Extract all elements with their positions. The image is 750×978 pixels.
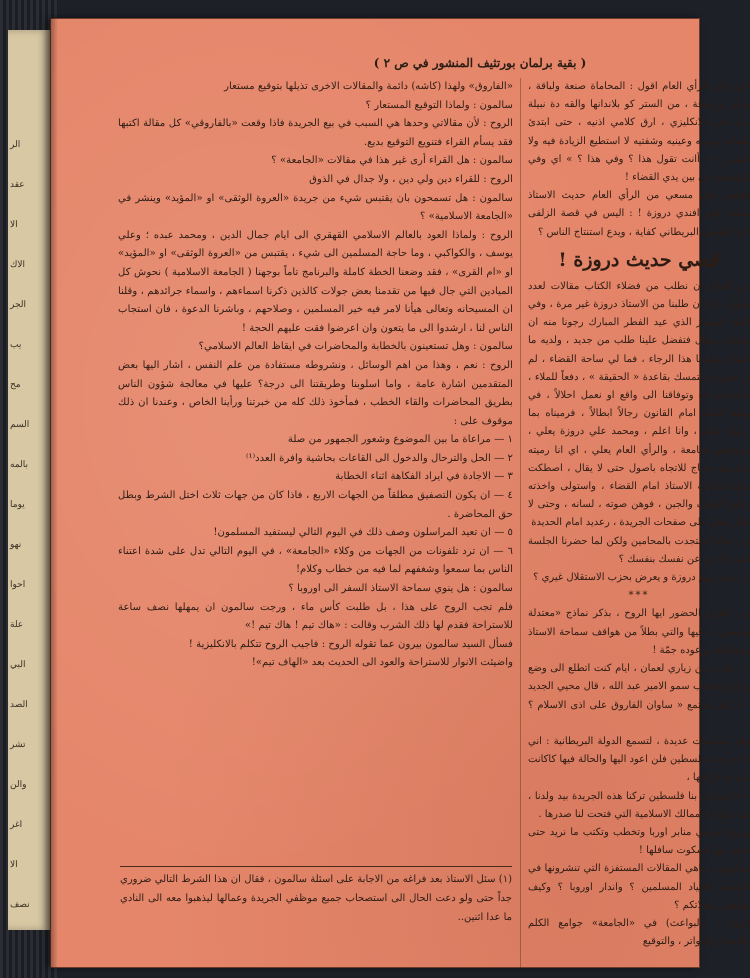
previous-page-fragment: الر bbox=[10, 140, 21, 150]
newspaper-page bbox=[50, 18, 750, 968]
previous-page-fragment: تشر bbox=[10, 740, 26, 750]
page-edge-shadow bbox=[50, 18, 58, 968]
left-column-paragraph: سالمون : هل القراء أرى غير هذا في مقالات «الجامعة» ؟ bbox=[271, 155, 513, 167]
left-column-paragraph: ٥ — ان تعيد المراسلون وصف ذلك في اليوم التالي ليستفيد المسلمون! bbox=[213, 527, 513, 539]
footnote-divider bbox=[120, 866, 512, 867]
previous-page-fragment: الاك bbox=[10, 260, 26, 270]
left-column-paragraph: «الفاروق» ولهذا (كاشه) دائمة والمقالات الاخرى تذيلها بتوقيع مستعار bbox=[224, 81, 513, 92]
previous-page-fragment: الصد bbox=[10, 700, 28, 710]
left-column-paragraph: سالمون : وهل تستعينون بالخطابة والمحاضرات في ايقاظ العالم الاسلامي؟ bbox=[198, 341, 513, 353]
left-column-paragraph: ٢ — الحل والترحال والدخول الى القاعات بحاشية وافرة العدد⁽¹⁾ bbox=[246, 452, 513, 464]
left-column-paragraph: سالمون : ولماذا التوقيع المستعار ؟ bbox=[365, 99, 513, 111]
right-column bbox=[528, 78, 750, 958]
previous-page-fragment: والن bbox=[10, 780, 27, 790]
previous-page-fragment: اغر bbox=[10, 820, 23, 830]
right-column-paragraph: الروح : (البواعث) في «الجامعة» جوامع الكلم بالاجماع والتواتر ، والتوقيع bbox=[528, 917, 750, 948]
left-column-paragraph: الروح : ولماذا العود بالعالم الاسلامي القهقري الى ايام جمال الدين ، ومحمد عبده ؛ وعلي يوسف ، والكواكبي ، وما حاجة المسلمين الى شيء ، يقتبس من «العروة الوثقى» او «المؤيد» او «ام القرى» ، فقد وضعنا الخطة كاملة والبرنامج تاماً بوجهنا ( الجامعة الاسلامية ) نحوش كل الميادين التي جال فيها من تقدمنا بعض جولات كالذين ذكرنا اسماءهم ، واسماء جرائدهم ، وقلنا ان المسيحانه وتعالى هيأنا لامر فيه خير المسلمين ، وصلاحهم ، وباشرنا الدعوة ، فان استجاب الناس لنا ، ارشدوا الى ما يتعون وان اعرضوا فقت عليهم الحجة ! bbox=[118, 229, 513, 334]
previous-page-fragment: احوا bbox=[10, 580, 26, 590]
right-column-paragraph: ح : قلت حين زياري لعمان ، ايام كنت اتطلع الى وضع برنامج صاحب سمو الامير عبد الله ، قال محيي الجديد : « كيف يجتمع « ساوان الفاروق على اذى الاسلام ؟ » bbox=[528, 663, 750, 729]
left-column-paragraph: الروح : للقراء دين ولي دين ، ولا جدال في الذوق bbox=[309, 173, 513, 185]
right-column-paragraph: ن : لماذا استجدت بالمحامين ولكن لما حضرنا الجلسة ابيت الا في عن نفسك بنفسك ؟ bbox=[528, 535, 750, 565]
column-rule bbox=[520, 78, 521, 968]
left-column-paragraph: ٣ — الاجادة في ايراد الفكاهة اثناء الخطابة bbox=[335, 471, 513, 483]
left-column-paragraph: واضيئت الانوار للاستراحة والعود الى الحديث بعد «الهاف تيم»! bbox=[251, 657, 513, 669]
previous-page-fragment: الا bbox=[10, 220, 18, 230]
footnote: (١) سئل الاستاذ بعد فراغه من الاجابة على اسئلة سالمون ، فقال ان هذا الشرط التالي ضروري جداً حتى ولو دعت الحال الى استصحاب جميع موظفي الجريدة وعمالها ليذهبوا معه الى النادي ما عدا اثنين.. bbox=[120, 874, 512, 923]
left-column-paragraph: فلم تجب الروح على هذا ، بل طلبت كأس ماء ، ورجت سالمون ان يمهلها نصف ساعة للاستراحة فقدم لها ذلك الشرب وقالت : «هاك تيم ! هاك تيم !» bbox=[118, 601, 513, 632]
left-column-paragraph: فسأل السيد سالمون بيرون عما تقوله الروح : فاجيب الروح تتكلم بالانكليزية ! bbox=[188, 638, 513, 650]
left-column-paragraph: الروح : نعم ، وهذا من اهم الوسائل ، ونشروطه مستفادة من علم النفس ، اشار اليها بعض المتقدمين اشارة عامة ، واما اسلوبنا وطريقتنا الى درجة؟ عليها في معالجة شؤون الناس بطريق المحاضرات والقاء الخطب ، فمأخوذ ذلك كله من خبرتنا ورأينا الخاص ، وعندنا ان ذلك موقوف على : bbox=[118, 359, 513, 427]
previous-page-fragment: بالمه bbox=[10, 460, 29, 470]
previous-page-fragment: البي bbox=[10, 660, 26, 670]
previous-page-fragment: نصف bbox=[10, 900, 30, 910]
right-column-paragraph: سالمون : ماهي المقالات المستفزة التي تنشرونها في الجامعة لافتياد المسلمين ؟ واندار اوروبا ؟ وكيف توقعون مقالاتكم ؟ bbox=[528, 863, 750, 911]
left-column bbox=[118, 78, 513, 858]
left-column-paragraph: الروح : لأن مقالاتي وحدها هي السبب في بيع الجريدة فاذا وقعت «بالفاروقي» كل مقالة اكتبها فقد يسأم القراء فتنويع التوقيع بديع. bbox=[118, 118, 513, 148]
article-headline: قصي حديث دروزة ! bbox=[558, 248, 720, 271]
left-column-paragraph: ١ — مراعاة ما بين الموضوع وشعور الجمهور من صلة bbox=[287, 434, 513, 446]
right-column-paragraph: ن : اطري الحضور ايها الروح ، بذكر نماذج «معتدلة وسطى» ، فيها والتي بطلاً من هواقف سماحة الاستاذ وخطاباته ورعوده جمّة ! bbox=[528, 608, 750, 656]
previous-page-fragment: مح bbox=[10, 380, 21, 390]
left-column-paragraph: سالمون : هل تسمحون بان يقتبس شيء من جريدة «العروة الوثقى» او «المؤيد» وينشر في «الجامعة الاسلامية» ؟ bbox=[118, 192, 513, 223]
previous-page-fragment: يب bbox=[10, 340, 22, 350]
previous-page-fragment: عقد bbox=[10, 180, 25, 190]
left-column-paragraph: سالمون : هل ينوي سماحة الاستاذ السفر الى اوروبا ؟ bbox=[288, 583, 513, 595]
left-column-paragraph: ٦ — ان ترد تلفونات من الجهات من وكلاء «الجامعة» ، في اليوم التالي تدل على شدة اعتناء الناس بما سمعوا وشغفهم لما فيه من خطاب وكلام! bbox=[118, 545, 513, 576]
previous-page-fragment: يوما bbox=[10, 500, 25, 510]
previous-page-fragment: السم bbox=[10, 420, 30, 430]
previous-page-fragment: الا bbox=[10, 860, 18, 870]
continued-note: ( بقية برلمان بورتثيف المنشور في ص ٢ ) bbox=[373, 56, 587, 70]
section-separator-stars: *** bbox=[628, 590, 650, 602]
right-column-paragraph: ح : ومن يهم دروزة و يعرض بحزب الاستقلال غيري ؟ bbox=[533, 572, 750, 584]
right-column-paragraph: وفي مناسبات عديدة ، لتسمع الدولة البريطانية : اني اذا خرجت فلسطين فلن اعود اليها والحالة فيها كاكانت عند ما فارقتها ، bbox=[528, 735, 750, 784]
right-column-paragraph: وزروح ترتقي منابر اوربا وتخطب وتكتب ما نريد حتى نجعل مع السكوت سافلها ! bbox=[528, 826, 750, 857]
left-column-paragraph: ٤ — ان يكون التصفيق مطلقاً من الجهات الاربع ، فاذا كان من جهات ثلاث اختل الشرط وبطل حق المحاضرة . bbox=[118, 490, 513, 520]
right-column-paragraph: من العادة ان نطلب من فضلاء الكتاب مقالات لعدد ممتاز ، لك ان طلبنا من الاستاذ دروزة غير مرة ، وفي العدد الممتاز الذي عيد الفطر المبارك رجونا منه ان يتفضل بمقال فتفضل علينا طلب من جديد ، ولديه ما كتبناه بتفنيدنا هذا الرجاء ، فما لي ساحة القضاء ، لم ار ضرورة للتمسك بقاعدة « الحقيقة » ، دفعاً للملاء ، فاستجابنا له وتوفاقنا الى واقع او نعمل احلالاً ، في وضع الحلبة امام القانون رجالاً ابطالاً ، فرميناه بما رميناه يعلي ، وانا اعلم ، ومحمد علي دروزة يعلي ، وموظفو الجامعة ، والرأي العام يعلي ، اي انا رميته بمارميته يحتاج للاتجاه باصول حتى لا يقال ، اصطكت ركبتا سماحة الاستاذ امام القضاء ، واستولى واخذته رجفة الخوف والجبن ، فوهن صوته ، لسانه ، وحتى لا يقال بطل على صفحات الجريدة ، رعديد امام الحديدة bbox=[528, 280, 750, 529]
previous-page-fragment: علة bbox=[10, 620, 24, 630]
previous-page-fragment: الجر bbox=[10, 300, 27, 310]
previous-page-fragment: نهو bbox=[10, 540, 22, 550]
right-column-paragraph: اعود الى الرأي العام اقول : المحاماة صنعة ولباقة ، ونحن ورشاقة ، من الستر كو بلاندانها والقه دة نبيلة تدل على الانكليزي ، ارق كلامي اذنيه ، حتى ابتدئ بلسانه و يديه وعينيه وشفتيه لا استطيع الزيادة فيه ولا النقص : « أانت تقول هذا ؟ وفي هذا ؟ » اي وفي المحكمة اني بين يدي القضاء ! bbox=[528, 81, 750, 184]
right-column-paragraph: « اذا صافت بنا فلسطين تركنا هذه الجريدة بيد ولدنا ، ثم دعوات الممالك الاسلامية التي فتحت لنا صدرها . bbox=[528, 790, 750, 820]
right-column-paragraph: فقضي على مسعي من الرأي العام حديث الاستاذ محمد علي افندي دروزة ! : اليس في قصة الزلفى الى القاضي البريطاني كفاية ، ويدع استنتاج الناس ؟ bbox=[528, 190, 750, 238]
previous-page-edge bbox=[8, 30, 52, 930]
